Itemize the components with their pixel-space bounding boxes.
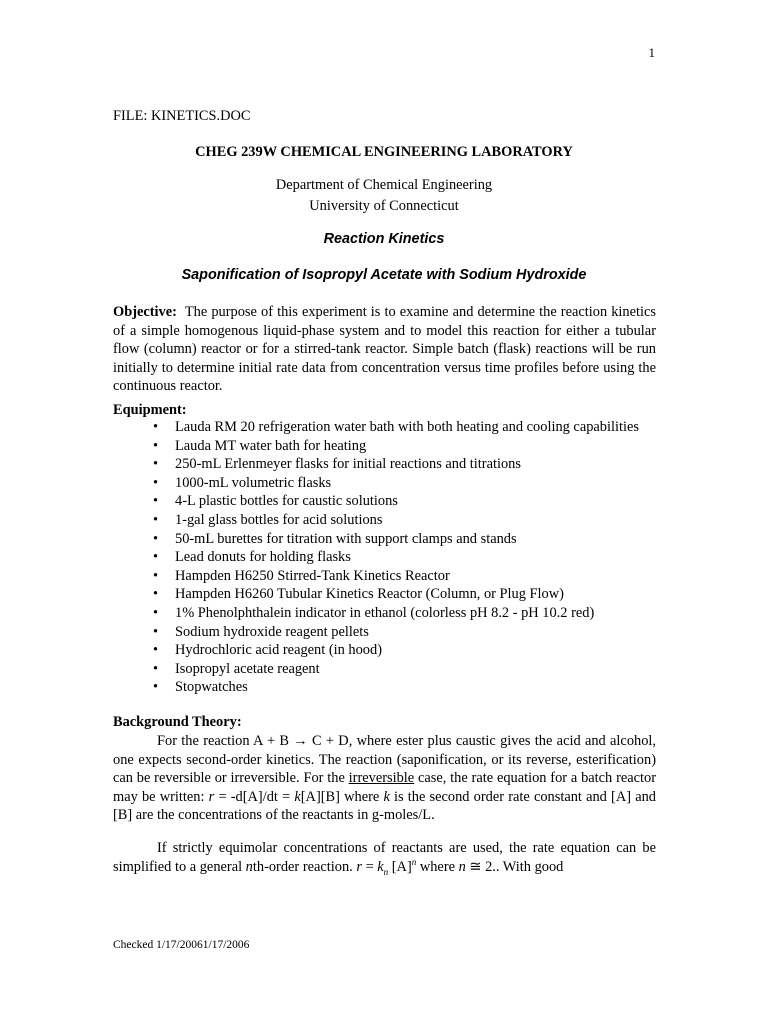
background-heading: Background Theory:	[113, 714, 242, 730]
equipment-item-label: Lauda MT water bath for heating	[175, 437, 367, 454]
bullet-icon: •	[153, 567, 159, 584]
bullet-icon: •	[153, 419, 159, 435]
equipment-item-label: Sodium hydroxide reagent pellets	[175, 623, 369, 640]
equipment-item-label: Lauda RM 20 refrigeration water bath with both heating and cooling capabilities	[175, 419, 639, 435]
equipment-item	[113, 548, 673, 567]
bullet-icon: •	[153, 642, 159, 659]
bullet-icon: •	[153, 511, 159, 528]
equipment-item-label: 250-mL Erlenmeyer flasks for initial reactions and titrations	[175, 456, 521, 473]
equipment-item-label: Stopwatches	[175, 679, 248, 696]
equipment-item-label: Hampden H6250 Stirred-Tank Kinetics Reactor	[175, 567, 450, 584]
bullet-icon: •	[153, 493, 159, 510]
equipment-item	[113, 678, 673, 697]
equipment-item	[113, 437, 673, 456]
bullet-icon: •	[153, 549, 159, 566]
underlined-irreversible: irreversible	[348, 770, 415, 786]
equipment-item-label: Hampden H6260 Tubular Kinetics Reactor (Column, or Plug Flow)	[175, 586, 564, 603]
bullet-icon: •	[153, 530, 159, 547]
bullet-icon: •	[153, 456, 159, 473]
equipment-item	[113, 641, 673, 660]
equipment-item	[113, 474, 673, 493]
equipment-item	[113, 492, 673, 511]
equipment-item-label: Hydrochloric acid reagent (in hood)	[175, 642, 382, 659]
background-paragraph-1: For the reaction A + B → C + D, where ester plus caustic gives the acid and alcohol, one expects second-order kinetics. The reaction (saponification, or its reverse, esterification) can be reversible or irreversible. For the irreversible case, the rate equation for a batch reactor may be written: r = -d[A]/dt = k[A][B] where k is the second order rate constant and [A] and [B] are the concentrations of the reactants in g-moles/L.	[113, 733, 657, 823]
university: University of Connecticut	[309, 198, 459, 214]
equipment-item-label: 50-mL burettes for titration with support clamps and stands	[175, 530, 517, 547]
objective-paragraph	[113, 303, 656, 396]
department: Department of Chemical Engineering	[275, 177, 493, 193]
equipment-item-label: 1000-mL volumetric flasks	[175, 474, 332, 491]
equipment-item-label: 1% Phenolphthalein indicator in ethanol (colorless pH 8.2 - pH 10.2 red)	[175, 604, 595, 621]
bullet-icon: •	[153, 586, 159, 603]
equipment-item-label: 1-gal glass bottles for acid solutions	[175, 511, 383, 528]
equipment-item-label: Lead donuts for holding flasks	[175, 549, 351, 566]
equipment-item	[113, 511, 673, 530]
equipment-item	[113, 530, 673, 549]
bullet-icon: •	[153, 623, 159, 640]
equipment-item	[113, 660, 673, 679]
equipment-item-label: 4-L plastic bottles for caustic solutions	[175, 493, 398, 510]
equipment-item	[113, 623, 673, 642]
background-paragraph-2: If strictly equimolar concentrations of reactants are used, the rate equation can be simplified to a general nth-order reaction. $r = k_n$ $[A]^n$ where n ≅ 2.. With good	[113, 840, 656, 877]
section-title: Reaction Kinetics	[323, 231, 445, 247]
objective-label: Objective:	[113, 304, 177, 320]
equipment-heading: Equipment:	[113, 402, 187, 418]
lab-title: CHEG 239W CHEMICAL ENGINEERING LABORATORY	[195, 144, 573, 160]
equipment-item-label: Isopropyl acetate reagent	[175, 660, 320, 677]
bullet-icon: •	[153, 474, 159, 491]
bullet-icon: •	[153, 679, 159, 696]
equipment-item	[113, 418, 673, 437]
equipment-item	[113, 455, 673, 474]
bullet-icon: •	[153, 660, 159, 677]
equipment-item	[113, 585, 673, 604]
equipment-item	[113, 604, 673, 623]
bullet-icon: •	[153, 604, 159, 621]
footer-checked: Checked 1/17/20061/17/2006	[113, 939, 250, 951]
equipment-list	[113, 418, 673, 697]
subtitle: Saponification of Isopropyl Acetate with Sodium Hydroxide	[181, 267, 587, 283]
equipment-item	[113, 567, 673, 586]
page-number: 1	[648, 45, 655, 60]
bullet-icon: •	[153, 437, 159, 454]
objective-text: The purpose of this experiment is to examine and determine the reaction kinetics of a simple homogenous liquid-phase system and to model this reaction for either a tubular flow (column) reactor or for a stirred-tank reactor. Simple batch (flask) reactions will be run initially to determine initial rate data from concentration versus time profiles before using the continuous reactor.	[113, 304, 656, 394]
file-line: FILE: KINETICS.DOC	[113, 108, 251, 124]
